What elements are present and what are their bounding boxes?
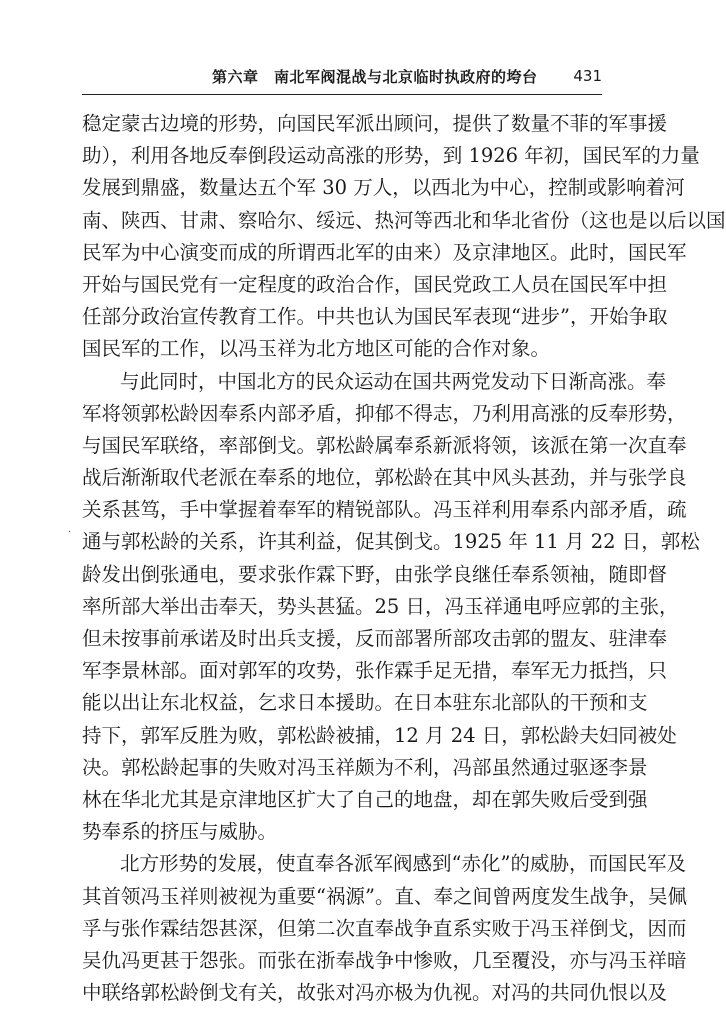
text-line: 助），利用各地反奉倒段运动高涨的形势，到 1926 年初，国民军的力量: [82, 144, 700, 168]
text-line: 但未按事前承诺及时出兵支援，反而部署所部攻击郭的盟友、驻津奉: [82, 627, 668, 650]
text-line: 能以出让东北权益，乞求日本援助。在日本驻东北部队的干预和支: [82, 691, 648, 715]
text-line: 战后渐渐取代老派在奉系的地位，郭松龄在其中风头甚劲，并与张学良: [82, 466, 687, 490]
text-line: 关系甚笃，手中掌握着奉军的精锐部队。冯玉祥利用奉系内部矛盾，疏: [82, 498, 687, 522]
paragraph: [82, 108, 726, 366]
text-line: 决。郭松龄起事的失败对冯玉祥颇为不利，冯部虽然通过驱逐李景: [82, 755, 648, 779]
text-line: 吴仇冯更甚于怨张。而张在浙奉战争中惨败，几至覆没，亦与冯玉祥暗: [82, 948, 687, 972]
text-line: 中联络郭松龄倒戈有关，故张对冯亦极为仇视。对冯的共同仇恨以及: [82, 981, 668, 1005]
text-line: 与此同时，中国北方的民众运动在国共两党发动下日渐高涨。奉: [120, 369, 667, 393]
text-line: 持下，郭军反胜为败，郭松龄被捕，12 月 24 日，郭松龄夫妇同被处: [82, 723, 677, 747]
text-line: 林在华北尤其是京津地区扩大了自己的地盘，却在郭失败后受到强: [82, 787, 648, 811]
text-line: 势奉系的挤压与威胁。: [82, 820, 278, 844]
paragraph: [82, 848, 687, 1009]
text-line: 任部分政治宣传教育工作。中共也认为国民军表现“进步”，开始争取: [82, 305, 668, 329]
paragraph: [82, 366, 700, 849]
text-line: 南、陕西、甘肃、察哈尔、绥远、热河等西北和华北省份（这也是以后以国: [82, 208, 726, 232]
text-line: 通与郭松龄的关系，许其利益，促其倒戈。1925 年 11 月 22 日，郭松: [82, 530, 700, 554]
text-line: 北方形势的发展，使直奉各派军阀感到“赤化”的威胁，而国民军及: [120, 852, 686, 876]
text-line: 开始与国民党有一定程度的政治合作，国民党政工人员在国民军中担: [82, 272, 668, 296]
text-line: 军将领郭松龄因奉系内部矛盾，抑郁不得志，乃利用高涨的反奉形势，: [82, 401, 687, 425]
text-line: 与国民军联络，率部倒戈。郭松龄属奉系新派将领，该派在第一次直奉: [82, 433, 687, 457]
chapter-title: 第六章 南北军阀混战与北京临时执政府的垮台: [212, 68, 538, 86]
text-line: 稳定蒙古边境的形势，向国民军派出顾问，提供了数量不菲的军事援: [82, 112, 668, 135]
text-line: 国民军的工作，以冯玉祥为北方地区可能的合作对象。: [82, 337, 551, 361]
text-line: 其首领冯玉祥则被视为重要“祸源”。直、奉之间曾两度发生战争，吴佩: [82, 884, 687, 908]
text-line: 发展到鼎盛，数量达五个军 30 万人，以西北为中心，控制或影响着河: [82, 176, 685, 200]
body-text: [82, 108, 726, 1009]
text-line: 龄发出倒张通电，要求张作霖下野，由张学良继任奉系领袖，随即督: [82, 562, 668, 586]
text-line: 率所部大举出击奉天，势头甚猛。25 日，冯玉祥通电呼应郭的主张，: [82, 594, 679, 618]
page-number: 431: [573, 67, 602, 85]
text-line: 民军为中心演变而成的所谓西北军的由来）及京津地区。此时，国民军: [82, 240, 687, 264]
text-line: 军李景林部。面对郭军的攻势，张作霖手足无措，奉军无力抵挡，只: [82, 659, 668, 683]
running-header: [82, 58, 602, 95]
margin-mark: ·: [68, 527, 72, 538]
text-line: 孚与张作霖结怨甚深，但第二次直奉战争直系实败于冯玉祥倒戈，因而: [82, 916, 687, 940]
